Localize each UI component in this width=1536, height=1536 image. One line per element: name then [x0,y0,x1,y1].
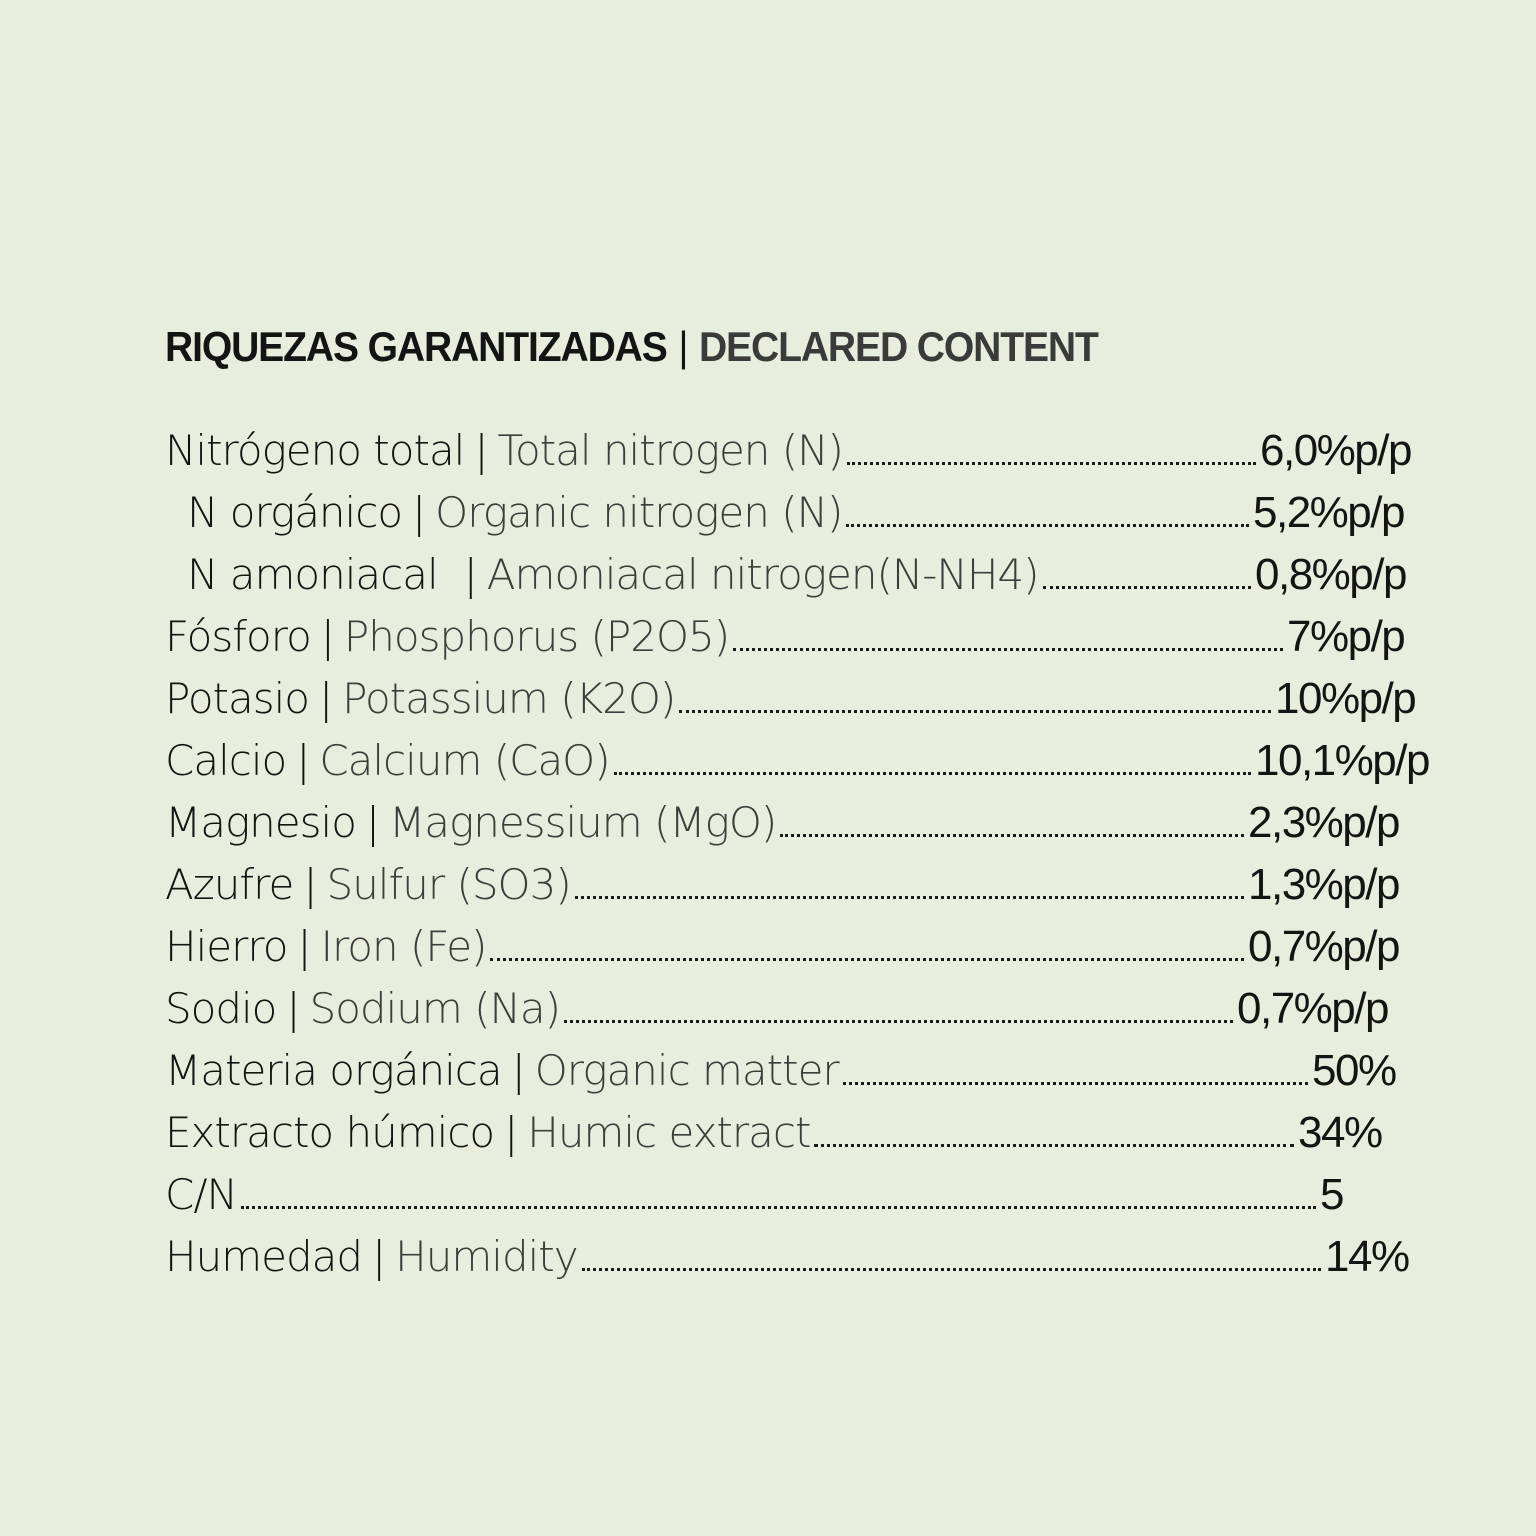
label-english: Organic matter [534,1046,839,1095]
label-english: Iron (Fe) [320,922,487,971]
label-english: Sodium (Na) [309,984,561,1033]
label-english: Phosphorus (P2O5) [343,612,730,661]
content-row-total-nitrogen [165,420,1425,482]
label-spanish: Fósforo [165,612,311,661]
label-spanish: Nitrógeno total [165,426,465,475]
label-spanish: Calcio [165,736,287,785]
label-separator: | [463,550,477,599]
row-label [187,544,1039,606]
content-row-potassium [165,668,1425,730]
content-row-humidity [165,1226,1425,1288]
row-label [165,854,571,916]
dotted-leader [679,668,1271,730]
row-value: 5,2%p/p [1253,488,1404,537]
label-spanish: Hierro [165,922,288,971]
dotted-leader [847,420,1256,482]
label-english: Amoniacal nitrogen(N-NH4) [486,550,1039,599]
label-separator: | [372,1232,386,1281]
label-english: Potassium (K2O) [342,674,676,723]
label-spanish: Extracto húmico [165,1108,495,1157]
row-label [165,1040,839,1102]
row-label [165,730,610,792]
declared-content-list [165,420,1429,1288]
page-title [165,322,1098,372]
content-row-calcium [165,730,1429,792]
dotted-leader [582,1226,1321,1288]
row-label [165,420,843,482]
row-value: 2,3%p/p [1248,798,1399,847]
dotted-leader [1043,544,1251,606]
row-value: 10%p/p [1275,674,1416,723]
content-row-ammoniacal-nitrogen [165,544,1425,606]
label-separator: | [504,1108,518,1157]
title-separator: | [678,323,688,370]
dotted-leader [846,482,1249,544]
title-spanish: RIQUEZAS GARANTIZADAS [165,323,667,370]
label-english: Sulfur (SO3) [326,860,571,909]
label-separator: | [511,1046,525,1095]
dotted-leader [814,1102,1294,1164]
label-english: Total nitrogen (N) [497,426,843,475]
label-separator: | [303,860,317,909]
row-value: 0,7%p/p [1248,922,1399,971]
row-label [165,606,729,668]
row-label [165,792,776,854]
dotted-leader [614,730,1251,792]
content-row-organic-matter [165,1040,1425,1102]
row-value: 10,1%p/p [1255,736,1429,785]
row-value: 14% [1325,1232,1409,1281]
label-spanish: Materia orgánica [165,1046,502,1095]
label-spanish: Sodio [165,984,277,1033]
label-spanish: N amoniacal [187,550,438,599]
row-value: 6,0%p/p [1260,426,1411,475]
row-label [165,916,486,978]
label-spanish: Humedad [165,1232,363,1281]
label-separator: | [296,736,310,785]
dotted-leader [843,1040,1308,1102]
label-separator: | [320,612,334,661]
row-label [165,1102,810,1164]
row-value: 5 [1320,1170,1343,1219]
dotted-leader [780,792,1244,854]
label-spanish: Azufre [165,860,294,909]
dotted-leader [575,854,1244,916]
row-value: 50% [1312,1046,1396,1095]
row-label [187,482,842,544]
row-value: 0,7%p/p [1237,984,1388,1033]
dotted-leader [241,1164,1316,1226]
row-value: 1,3%p/p [1248,860,1399,909]
content-row-cn-ratio [165,1164,1425,1226]
label-english: Magnessium (MgO) [389,798,777,847]
content-row-phosphorus [165,606,1425,668]
row-label [165,668,675,730]
label-separator: | [297,922,311,971]
label-separator: | [365,798,380,847]
content-row-sulfur [165,854,1425,916]
dotted-leader [490,916,1244,978]
label-english: Humidity [395,1232,578,1281]
title-english: DECLARED CONTENT [698,323,1098,370]
label-english: Humic extract [527,1108,811,1157]
content-row-magnesium [165,792,1425,854]
label-spanish: C/N [165,1170,237,1219]
label-separator: | [318,674,333,723]
content-row-iron [165,916,1425,978]
label-spanish: Potasio [165,674,309,723]
label-separator: | [412,488,426,537]
label-english: Calcium (CaO) [319,736,610,785]
label-spanish: N orgánico [187,488,403,537]
row-label [165,1226,578,1288]
row-label [165,1164,237,1226]
label-spanish: Magnesio [165,798,356,847]
row-value: 7%p/p [1287,612,1405,661]
dotted-leader [733,606,1283,668]
row-label [165,978,560,1040]
label-separator: | [286,984,300,1033]
label-english: Organic nitrogen (N) [435,488,843,537]
content-row-humic-extract [165,1102,1425,1164]
row-value: 0,8%p/p [1255,550,1406,599]
content-row-sodium [165,978,1425,1040]
dotted-leader [564,978,1233,1040]
label-separator: | [474,426,488,475]
row-value: 34% [1298,1108,1382,1157]
content-row-organic-nitrogen [165,482,1425,544]
